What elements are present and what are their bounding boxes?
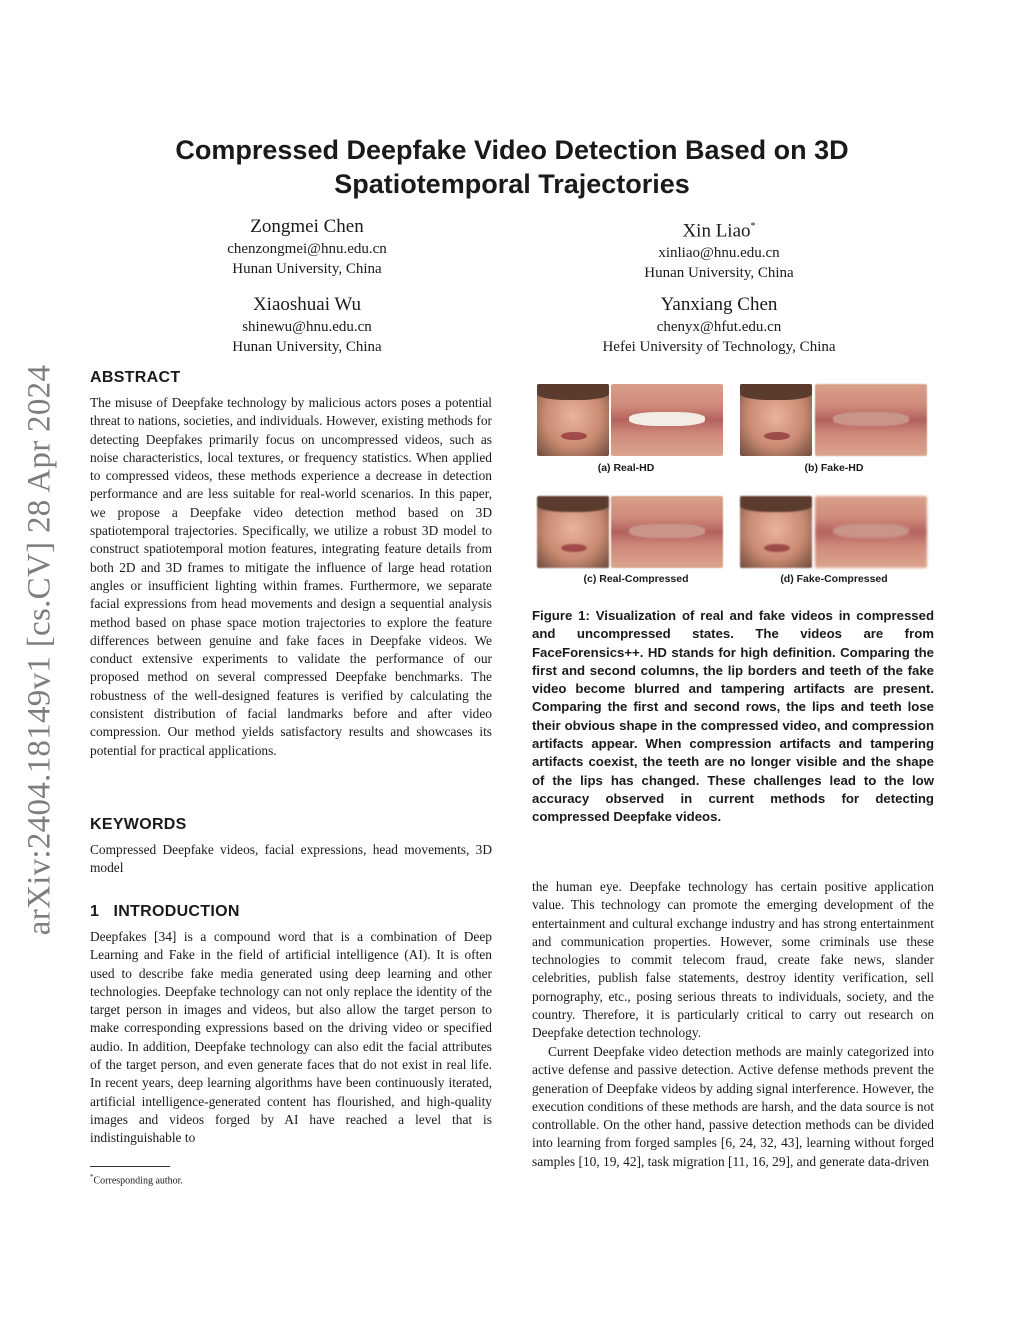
author-name: Xiaoshuai Wu — [252, 294, 362, 315]
author-block — [127, 215, 487, 279]
author-email: chenzongmei@hnu.edu.cn — [227, 241, 387, 257]
author-name-line — [539, 215, 899, 243]
author-block — [539, 215, 899, 283]
author-affiliation: Hunan University, China — [644, 265, 794, 282]
author-affiliation: Hunan University, China — [232, 339, 382, 355]
corresponding-mark: * — [750, 221, 756, 232]
footnote-text: Corresponding author. — [93, 1175, 183, 1187]
keywords-text: Compressed Deepfake videos, facial expressions, head movements, 3D model — [90, 842, 492, 876]
intro-paragraph-left: Deepfakes [34] is a compound word that is a combination of Deep Learning and Fake in the field of artificial intelligence (AI). It is often used to describe fake media generated using deep learning and other technologies. Deepfake technology can not only replace the identity of the target person in images and videos, but also allow the target person to make corresponding expressions based on the driving video or specified audio. In addition, Deepfake technology can also edit the facial attributes of the target person, and even generate faces that do not exist in real life. In recent years, deep learning algorithms have been continuously iterated, artificial intelligence-generated content has flourished, and high-quality images and videos forged by AI have reached a level that is indistinguishable to — [90, 929, 492, 1146]
lips-crop-image — [611, 384, 723, 456]
figure-caption: Figure 1: Visualization of real and fake videos in compressed and uncompressed states. The videos are from FaceForensics++. HD stands for high definition. Comparing the first and second columns, the lip borders and teeth of the fake video become blurred and tampering artifacts are present. Comparing the first and second rows, the lips and teeth lose their obvious shape in the compressed video, and compression artifacts appear. When compression artifacts and tampering artifacts coexist, the teeth are no longer visible and the shape of the lips has changed. These challenges lead to the low accuracy observed in current methods for detecting compressed Deepfake videos. — [532, 608, 934, 825]
paper-title: Compressed Deepfake Video Detection Based on 3D Spatiotemporal Trajectories — [175, 135, 849, 199]
face-image — [537, 384, 609, 456]
author-name: Zongmei Chen — [250, 216, 364, 237]
intro-paragraph-right-1: the human eye. Deepfake technology has certain positive application value. This technology can promote the emerging development of the entertainment and cultural exchange industry and has strong entertainment and communication properties. However, some criminals use these technologies to commit telecom fraud, create fake news, slander celebrities, publish false statements, destroy identity verification, sell pornography, etc., posing serious threats to individuals, society, and the country. Therefore, it is particularly critical to carry out research on Deepfake detection technology. — [532, 879, 934, 1041]
section-title: INTRODUCTION — [113, 903, 240, 920]
arxiv-identifier: arXiv:2404.18149v1 [cs.CV] 28 Apr 2024 — [21, 364, 58, 936]
section-number: 1 — [90, 903, 100, 920]
author-block — [127, 293, 487, 357]
section-heading — [90, 903, 240, 921]
author-name: Xin Liao — [682, 220, 751, 242]
panel-label: (c) Real-Compressed — [583, 573, 689, 585]
author-email: xinliao@hnu.edu.cn — [658, 245, 780, 262]
author-affiliation: Hefei University of Technology, China — [602, 339, 836, 355]
arxiv-sidebar — [10, 300, 70, 1000]
author-email: shinewu@hnu.edu.cn — [242, 319, 372, 335]
lips-crop-image — [815, 384, 927, 456]
author-affiliation: Hunan University, China — [232, 261, 382, 277]
footnote-mark: * — [90, 1173, 94, 1181]
panel-label: (d) Fake-Compressed — [780, 573, 888, 585]
author-name: Yanxiang Chen — [660, 294, 778, 315]
keywords-heading: KEYWORDS — [90, 816, 187, 833]
panel-label: (b) Fake-HD — [804, 462, 864, 474]
author-block — [539, 293, 899, 357]
face-image — [740, 384, 812, 456]
author-email: chenyx@hfut.edu.cn — [656, 319, 782, 335]
panel-label: (a) Real-HD — [597, 462, 655, 474]
lips-crop-image — [815, 496, 927, 568]
footnote — [90, 1173, 183, 1186]
face-image — [740, 496, 812, 568]
footnote-rule — [90, 1166, 170, 1167]
abstract-text: The misuse of Deepfake technology by malicious actors poses a potential threat to nations, societies, and individuals. However, existing methods for detecting Deepfakes primarily focus on uncompressed videos, such as noise characteristics, local textures, or frequency statistics. When applied to compressed videos, these methods experience a decrease in detection performance and are less suitable for real-world scenarios. In this paper, we propose a Deepfake video detection method based on 3D spatiotemporal trajectories. Specifically, we utilize a robust 3D model to construct spatiotemporal motion features, integrating feature details from both 2D and 3D frames to mitigate the influence of large head rotation angles or insufficient lighting within frames. Furthermore, we separate facial expressions from head movements and design a sequential analysis method based on phase space motion trajectories to explore the feature differences between genuine and fake faces in Deepfake videos. We conduct extensive experiments to validate the performance of our proposed method on several compressed Deepfake benchmarks. The robustness of the well-designed features is verified by calculating the consistent distribution of facial landmarks before and after video compression. Our method yields satisfactory results and showcases its potential for practical applications. — [90, 395, 492, 758]
lips-crop-image — [611, 496, 723, 568]
intro-paragraph-right-2: Current Deepfake video detection methods are mainly categorized into active defense and passive detection. Active defense methods prevent the generation of Deepfake videos by adding signal interference. However, the execution conditions of these methods are harsh, and the data source is not controllable. On the other hand, passive detection methods can be divided into learning from forged samples [6, 24, 32, 43], learning without forged samples [10, 19, 42], task migration [11, 16, 29], and generate data-driven — [532, 1044, 934, 1169]
face-image — [537, 496, 609, 568]
abstract-heading: ABSTRACT — [90, 369, 181, 386]
